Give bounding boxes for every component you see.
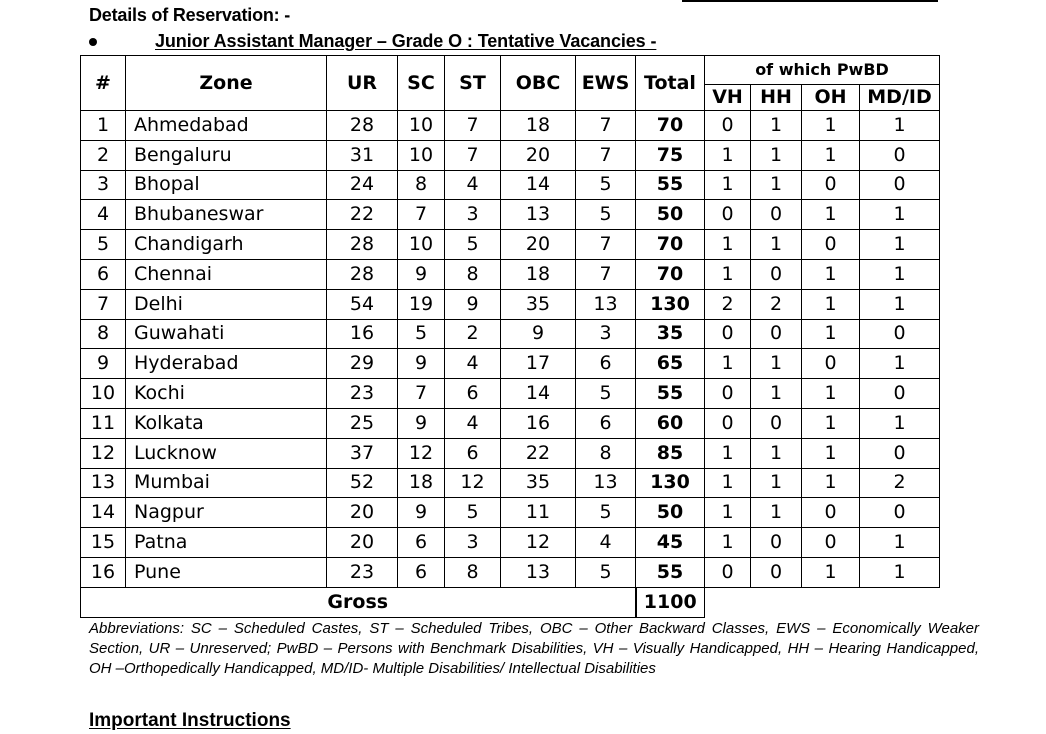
cell-hh: 1 — [751, 140, 802, 170]
cell-vh: 1 — [705, 349, 751, 379]
cell-num: 14 — [81, 498, 126, 528]
cell-num: 3 — [81, 170, 126, 200]
cell-num: 1 — [81, 111, 126, 141]
cell-total: 55 — [636, 379, 705, 409]
reservation-heading: Details of Reservation: - — [89, 5, 291, 25]
cell-hh: 1 — [751, 111, 802, 141]
vacancies-table — [80, 55, 940, 618]
cell-zone: Bhubaneswar — [126, 200, 327, 230]
cell-sc: 10 — [398, 111, 445, 141]
cell-ews: 6 — [576, 349, 636, 379]
cell-vh: 1 — [705, 468, 751, 498]
important-instructions-heading: Important Instructions — [89, 710, 291, 731]
vacancies-subheading: Junior Assistant Manager – Grade O : Tentative Vacancies - — [155, 31, 657, 51]
cell-obc: 35 — [501, 289, 576, 319]
cell-total: 75 — [636, 140, 705, 170]
cell-st: 3 — [445, 200, 501, 230]
cell-zone: Chennai — [126, 259, 327, 289]
gross-label: Gross — [81, 587, 636, 617]
table-row — [81, 468, 940, 498]
cell-total: 130 — [636, 468, 705, 498]
cell-total: 70 — [636, 111, 705, 141]
cell-hh: 1 — [751, 379, 802, 409]
cell-ews: 5 — [576, 200, 636, 230]
cell-ur: 31 — [327, 140, 398, 170]
cell-oh: 1 — [802, 200, 860, 230]
cell-vh: 0 — [705, 111, 751, 141]
cell-mdid: 1 — [860, 289, 940, 319]
cell-obc: 13 — [501, 200, 576, 230]
cell-num: 13 — [81, 468, 126, 498]
cell-ur: 28 — [327, 230, 398, 260]
cell-oh: 1 — [802, 408, 860, 438]
cell-mdid: 1 — [860, 349, 940, 379]
cell-ews: 13 — [576, 468, 636, 498]
bullet-icon — [89, 38, 97, 46]
cell-vh: 0 — [705, 408, 751, 438]
cell-total: 85 — [636, 438, 705, 468]
col-header-sc: SC — [398, 56, 445, 111]
cell-zone: Kochi — [126, 379, 327, 409]
cell-obc: 11 — [501, 498, 576, 528]
cell-vh: 2 — [705, 289, 751, 319]
cell-zone: Guwahati — [126, 319, 327, 349]
cell-ur: 52 — [327, 468, 398, 498]
cell-total: 70 — [636, 259, 705, 289]
cell-obc: 14 — [501, 379, 576, 409]
cell-ews: 5 — [576, 379, 636, 409]
cell-vh: 1 — [705, 438, 751, 468]
table-row — [81, 438, 940, 468]
cell-sc: 18 — [398, 468, 445, 498]
cell-st: 2 — [445, 319, 501, 349]
cell-ur: 20 — [327, 528, 398, 558]
cell-zone: Pune — [126, 557, 327, 587]
cell-mdid: 1 — [860, 408, 940, 438]
cell-mdid: 1 — [860, 230, 940, 260]
gross-row — [81, 587, 940, 617]
cell-obc: 17 — [501, 349, 576, 379]
table-row — [81, 111, 940, 141]
cell-hh: 0 — [751, 408, 802, 438]
cell-num: 6 — [81, 259, 126, 289]
cell-hh: 1 — [751, 349, 802, 379]
cell-sc: 19 — [398, 289, 445, 319]
cell-oh: 1 — [802, 259, 860, 289]
cell-ur: 28 — [327, 259, 398, 289]
cell-ur: 16 — [327, 319, 398, 349]
cell-vh: 0 — [705, 557, 751, 587]
cell-mdid: 0 — [860, 379, 940, 409]
gross-total: 1100 — [636, 587, 705, 617]
cell-hh: 1 — [751, 170, 802, 200]
cell-sc: 5 — [398, 319, 445, 349]
cell-oh: 0 — [802, 230, 860, 260]
cell-ews: 3 — [576, 319, 636, 349]
cell-mdid: 1 — [860, 200, 940, 230]
cell-ur: 22 — [327, 200, 398, 230]
cell-zone: Mumbai — [126, 468, 327, 498]
cell-total: 45 — [636, 528, 705, 558]
table-row — [81, 200, 940, 230]
cell-oh: 0 — [802, 528, 860, 558]
cell-st: 4 — [445, 408, 501, 438]
cell-num: 2 — [81, 140, 126, 170]
cell-num: 12 — [81, 438, 126, 468]
cell-ur: 20 — [327, 498, 398, 528]
cell-mdid: 0 — [860, 170, 940, 200]
cell-num: 9 — [81, 349, 126, 379]
cell-vh: 0 — [705, 200, 751, 230]
cell-obc: 16 — [501, 408, 576, 438]
table-row — [81, 319, 940, 349]
cell-mdid: 0 — [860, 140, 940, 170]
cell-ur: 54 — [327, 289, 398, 319]
cell-total: 55 — [636, 170, 705, 200]
cell-hh: 0 — [751, 528, 802, 558]
cell-mdid: 1 — [860, 111, 940, 141]
cell-num: 8 — [81, 319, 126, 349]
cell-oh: 1 — [802, 289, 860, 319]
cell-vh: 1 — [705, 170, 751, 200]
cell-sc: 9 — [398, 259, 445, 289]
cell-st: 3 — [445, 528, 501, 558]
cell-num: 16 — [81, 557, 126, 587]
cell-st: 5 — [445, 230, 501, 260]
cell-mdid: 2 — [860, 468, 940, 498]
cell-oh: 1 — [802, 319, 860, 349]
col-header-total: Total — [636, 56, 705, 111]
cell-ur: 23 — [327, 557, 398, 587]
cell-num: 10 — [81, 379, 126, 409]
table-row — [81, 170, 940, 200]
cell-zone: Kolkata — [126, 408, 327, 438]
cell-obc: 20 — [501, 140, 576, 170]
cell-ews: 6 — [576, 408, 636, 438]
cell-ews: 8 — [576, 438, 636, 468]
cell-hh: 0 — [751, 200, 802, 230]
cell-num: 5 — [81, 230, 126, 260]
table-row — [81, 379, 940, 409]
cell-ews: 5 — [576, 557, 636, 587]
cell-ews: 13 — [576, 289, 636, 319]
cell-hh: 1 — [751, 438, 802, 468]
cell-mdid: 1 — [860, 528, 940, 558]
table-row — [81, 230, 940, 260]
cell-oh: 1 — [802, 557, 860, 587]
cell-st: 7 — [445, 140, 501, 170]
table-row — [81, 498, 940, 528]
cell-total: 60 — [636, 408, 705, 438]
cell-sc: 10 — [398, 140, 445, 170]
cell-ur: 37 — [327, 438, 398, 468]
cell-sc: 9 — [398, 408, 445, 438]
cell-hh: 0 — [751, 557, 802, 587]
cell-st: 5 — [445, 498, 501, 528]
col-header-num: # — [81, 56, 126, 111]
cell-ur: 28 — [327, 111, 398, 141]
cell-total: 50 — [636, 498, 705, 528]
cell-sc: 12 — [398, 438, 445, 468]
cell-oh: 1 — [802, 468, 860, 498]
cell-oh: 1 — [802, 438, 860, 468]
cell-vh: 1 — [705, 528, 751, 558]
cell-oh: 1 — [802, 140, 860, 170]
cell-total: 35 — [636, 319, 705, 349]
cell-ews: 7 — [576, 140, 636, 170]
cell-zone: Nagpur — [126, 498, 327, 528]
cell-total: 50 — [636, 200, 705, 230]
cell-sc: 9 — [398, 349, 445, 379]
cell-sc: 7 — [398, 200, 445, 230]
col-header-pwbd-group: of which PwBD — [705, 56, 940, 85]
cell-ur: 24 — [327, 170, 398, 200]
cell-total: 65 — [636, 349, 705, 379]
cell-ews: 5 — [576, 170, 636, 200]
col-header-oh: OH — [802, 85, 860, 111]
cell-zone: Patna — [126, 528, 327, 558]
cell-zone: Lucknow — [126, 438, 327, 468]
cell-sc: 6 — [398, 557, 445, 587]
cell-ews: 7 — [576, 111, 636, 141]
cell-zone: Ahmedabad — [126, 111, 327, 141]
cell-obc: 35 — [501, 468, 576, 498]
cell-ews: 7 — [576, 230, 636, 260]
cell-ews: 7 — [576, 259, 636, 289]
cell-vh: 1 — [705, 259, 751, 289]
cell-mdid: 0 — [860, 438, 940, 468]
cell-vh: 0 — [705, 319, 751, 349]
cell-zone: Bengaluru — [126, 140, 327, 170]
cell-st: 9 — [445, 289, 501, 319]
gross-blank-cell — [705, 587, 940, 617]
table-row — [81, 349, 940, 379]
cell-sc: 6 — [398, 528, 445, 558]
cell-vh: 1 — [705, 140, 751, 170]
cell-hh: 1 — [751, 230, 802, 260]
col-header-vh: VH — [705, 85, 751, 111]
cell-num: 7 — [81, 289, 126, 319]
cell-obc: 13 — [501, 557, 576, 587]
cell-obc: 22 — [501, 438, 576, 468]
cell-st: 8 — [445, 259, 501, 289]
cell-zone: Delhi — [126, 289, 327, 319]
cell-hh: 1 — [751, 468, 802, 498]
cell-obc: 18 — [501, 259, 576, 289]
cell-hh: 1 — [751, 498, 802, 528]
col-header-hh: HH — [751, 85, 802, 111]
cell-obc: 20 — [501, 230, 576, 260]
table-row — [81, 557, 940, 587]
top-rule — [682, 0, 938, 2]
cell-obc: 9 — [501, 319, 576, 349]
cell-zone: Bhopal — [126, 170, 327, 200]
cell-vh: 0 — [705, 379, 751, 409]
cell-ur: 29 — [327, 349, 398, 379]
cell-ur: 23 — [327, 379, 398, 409]
table-header-row — [81, 56, 940, 85]
cell-oh: 0 — [802, 498, 860, 528]
cell-mdid: 1 — [860, 557, 940, 587]
cell-obc: 18 — [501, 111, 576, 141]
cell-sc: 8 — [398, 170, 445, 200]
col-header-ur: UR — [327, 56, 398, 111]
abbreviations-note: Abbreviations: SC – Scheduled Castes, ST – Scheduled Tribes, OBC – Other Backward Classes, EWS – Economically Weaker Section, UR – Unreserved; PwBD – Persons with Benchmark Disabilities, VH – Visually Handicapped, HH – Hearing Handicapped, OH –Orthopedically Handicapped, MD/ID- Multiple Disabilities/ Intellectual Disabilities — [89, 620, 979, 677]
cell-sc: 10 — [398, 230, 445, 260]
cell-zone: Chandigarh — [126, 230, 327, 260]
cell-ur: 25 — [327, 408, 398, 438]
col-header-mdid: MD/ID — [860, 85, 940, 111]
cell-num: 4 — [81, 200, 126, 230]
cell-ews: 5 — [576, 498, 636, 528]
cell-vh: 1 — [705, 230, 751, 260]
table-row — [81, 259, 940, 289]
cell-obc: 12 — [501, 528, 576, 558]
cell-ews: 4 — [576, 528, 636, 558]
cell-sc: 9 — [398, 498, 445, 528]
cell-mdid: 0 — [860, 498, 940, 528]
col-header-st: ST — [445, 56, 501, 111]
col-header-ews: EWS — [576, 56, 636, 111]
cell-st: 6 — [445, 438, 501, 468]
cell-oh: 1 — [802, 379, 860, 409]
cell-sc: 7 — [398, 379, 445, 409]
cell-num: 15 — [81, 528, 126, 558]
cell-oh: 0 — [802, 170, 860, 200]
cell-oh: 0 — [802, 349, 860, 379]
cell-num: 11 — [81, 408, 126, 438]
cell-st: 8 — [445, 557, 501, 587]
cell-mdid: 1 — [860, 259, 940, 289]
col-header-obc: OBC — [501, 56, 576, 111]
table-row — [81, 289, 940, 319]
table-row — [81, 408, 940, 438]
cell-st: 12 — [445, 468, 501, 498]
cell-hh: 2 — [751, 289, 802, 319]
cell-st: 4 — [445, 170, 501, 200]
table-row — [81, 528, 940, 558]
cell-st: 4 — [445, 349, 501, 379]
cell-mdid: 0 — [860, 319, 940, 349]
cell-obc: 14 — [501, 170, 576, 200]
cell-total: 70 — [636, 230, 705, 260]
cell-hh: 0 — [751, 259, 802, 289]
cell-total: 55 — [636, 557, 705, 587]
cell-st: 7 — [445, 111, 501, 141]
cell-vh: 1 — [705, 498, 751, 528]
cell-oh: 1 — [802, 111, 860, 141]
cell-total: 130 — [636, 289, 705, 319]
cell-hh: 0 — [751, 319, 802, 349]
cell-st: 6 — [445, 379, 501, 409]
col-header-zone: Zone — [126, 56, 327, 111]
table-row — [81, 140, 940, 170]
cell-zone: Hyderabad — [126, 349, 327, 379]
